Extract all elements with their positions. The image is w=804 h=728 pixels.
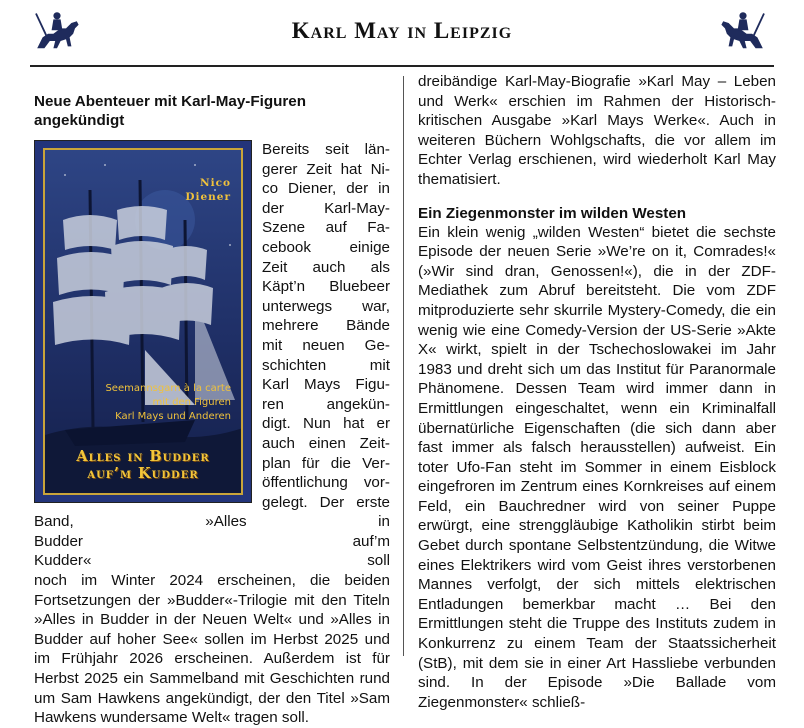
- text-line: Bereits seit län-: [262, 141, 390, 158]
- text-line: cebook einige: [262, 238, 390, 256]
- text-line: co Diener, der in: [262, 180, 390, 198]
- text-line: Zeit auch als: [262, 258, 390, 276]
- horse-rider-icon: [716, 6, 770, 58]
- text-line: ren angekün-: [262, 395, 390, 413]
- text-line: schichten mit: [262, 356, 390, 374]
- book-tagline: Seemannsgarn à la carte mit den Figuren Karl Mays und Anderen: [105, 383, 231, 422]
- article-body: Ein klein wenig „wilden Westen“ bietet die sechste Episode der neuen Serie »We’re on it, Comrades!« (»Wir sind dran, Genossen!«), die in der ZDF-Mediathek zum Abruf bereitsteht. Die vom ZDF mitproduzierte sehr skurrile Mystery-Comedy, die ein wenig wie eine Comedy-Version der US-Serie »Akte X« wirkt, spielt in der Tschechoslowakei im Jahr 1983 und dreht sich um das Institut für Paranormale Phänomene. Dessen Team wird immer dann in Ermittlungen eingeschaltet, wenn ein Kriminalfall übernatürliche Eigenschaften (die sich dann aber fast immer als falsch herausstellen) aufweist. Ein toter Ufo-Fan steht im Sommer in einem Eisblock eingefroren im Zentrum eines Kornkreises auf einem Feld, ein Bauchredner wird von seiner Puppe erwürgt, eine strenggläubige Katholikin stirbt beim Gebet durch spontane Selbstentzündung, die Witwe eines Elektrikers wird vom Geist ihres verstorbenen Mannes verfolgt, der sich mittels elektrischen Entladungen bemerkbar macht … Bei den Ermittlungen steht die Truppe des Instituts zudem in Konkurrenz zu einem Team der Staatssicherheit (StB), mit dem sie in einer Art Hassliebe verbunden sind. In der Episode »Die Ballade vom Ziegenmonster« schließ-: [418, 223, 776, 711]
- text-line: Käpt’n Bluebeer: [262, 278, 390, 296]
- page-title: Karl May in Leipzig: [291, 18, 513, 43]
- biography-paragraph: dreibändige Karl-May-Biografie »Karl May – Leben und Werk« erschien im Rahmen der Historisch-kritischen Ausgabe »Karl Mays Werke«. Auch in weiteren Büchern Wohlgschafts, die vor allem im Echter Verlag erschienen, wird wiederholt Karl May thematisiert.: [418, 73, 776, 188]
- article-heading: Ein Ziegenmonster im wilden Westen: [418, 204, 687, 222]
- text-line: auch einen Zeit-: [262, 434, 390, 452]
- article-book-announcement: [34, 92, 390, 728]
- text-line: der Karl-May-: [262, 199, 390, 217]
- text-line: öffentlichung vor-: [262, 474, 390, 492]
- text-line: plan für die Ver-: [262, 454, 390, 472]
- right-column: [418, 72, 776, 712]
- text-line: unterwegs war,: [262, 297, 390, 315]
- book-author: Nico Diener: [185, 177, 231, 203]
- text-line: gerer Zeit hat Ni-: [262, 160, 390, 178]
- column-divider: [403, 76, 404, 656]
- text-line: Szene auf Fa-: [262, 219, 390, 237]
- article-heading: Neue Abenteuer mit Karl-May-Figuren angekündigt: [34, 93, 307, 129]
- page-header: [0, 0, 804, 66]
- text-line: Kudder« soll: [34, 552, 390, 570]
- text-line: Budder auf’m: [34, 532, 390, 550]
- book-title: Alles in Budder auf’m Kudder: [76, 448, 210, 482]
- text-line: Karl Mays Figu-: [262, 376, 390, 394]
- text-line: digt. Nun hat er: [262, 415, 390, 433]
- text-line: mehrere Bände: [262, 317, 390, 335]
- text-line: Band, »Alles in: [34, 513, 390, 531]
- header-rule: [30, 65, 774, 67]
- text-line: mit neuen Ge-: [262, 336, 390, 354]
- book-cover: [34, 140, 252, 503]
- article-continuation: noch im Winter 2024 erscheinen, die beiden Fortsetzungen der »Budder«-Trilogie mit den Titeln »Alles in Budder in der Neuen Welt« und »Alles in Budder auf hoher See« sollen im Herbst 2025 und im Frühjahr 2026 erscheinen. Außerdem ist für Herbst 2025 ein Sammelband mit Geschichten rund um Sam Hawkens angekündigt, der den Titel »Sam Hawkens wundersame Welt« tragen soll.: [34, 572, 390, 727]
- text-line: gelegt. Der erste: [262, 493, 390, 511]
